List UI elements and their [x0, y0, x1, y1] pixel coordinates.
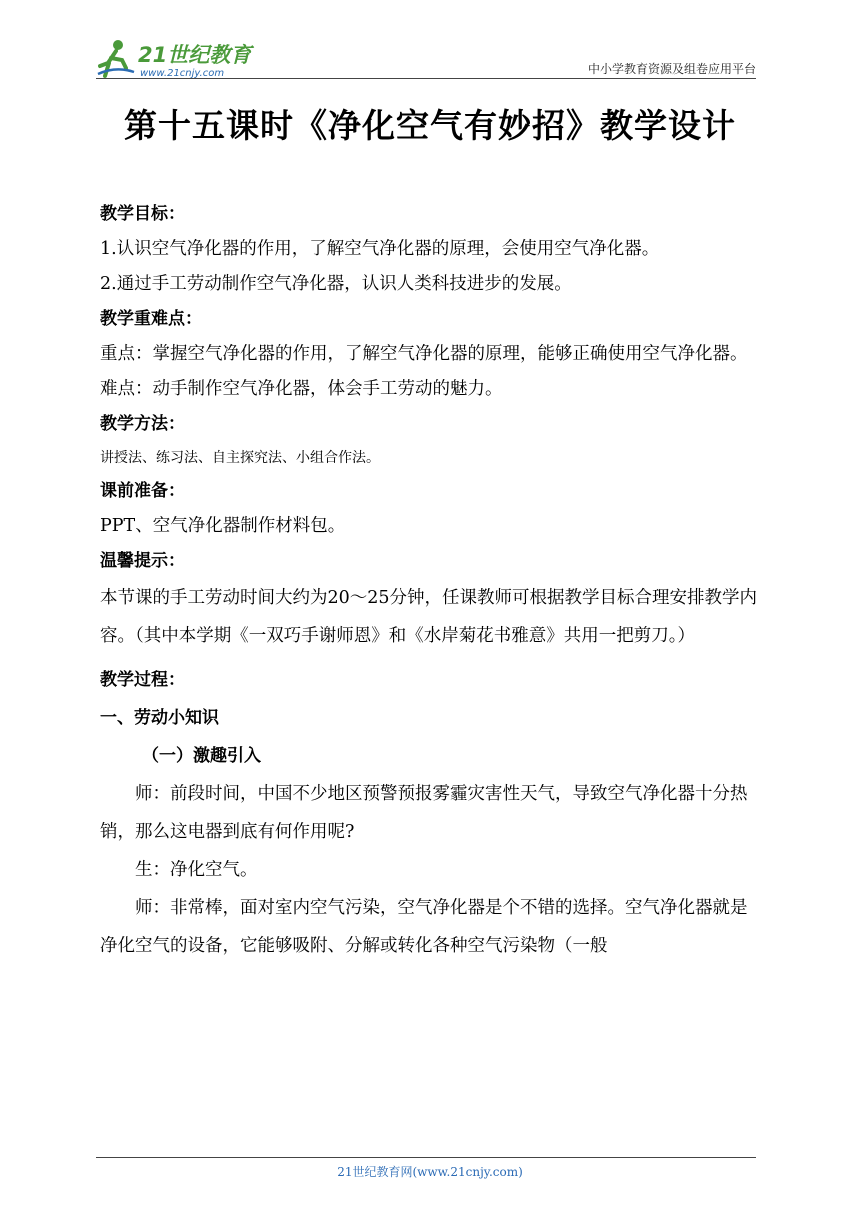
- document-body: [100, 197, 764, 965]
- tip-text: 本节课的手工劳动时间大约为20～25分钟，任课教师可根据教学目标合理安排教学内容。（其中本学期《一双巧手谢师恩》和《水岸菊花书雅意》共用一把剪刀。）: [100, 588, 758, 646]
- runner-icon: [98, 40, 134, 76]
- process-heading: 教学过程：: [100, 670, 185, 690]
- method-text: 讲授法、练习法、自主探究法、小组合作法。: [100, 450, 380, 466]
- goal-2: 2.通过手工劳动制作空气净化器，认识人类科技进步的发展。: [100, 274, 572, 294]
- prep-text: PPT、空气净化器制作材料包。: [100, 516, 346, 536]
- site-logo: [96, 36, 266, 80]
- prep-heading: 课前准备：: [100, 481, 185, 501]
- goals-heading: 教学目标：: [100, 204, 185, 224]
- method-heading: 教学方法：: [100, 414, 185, 434]
- dialog-1: 师：前段时间，中国不少地区预警预报雾霾灾害性天气，导致空气净化器十分热销，那么这电器到底有何作用呢?: [100, 784, 748, 842]
- tip-heading: 温馨提示：: [100, 551, 185, 571]
- page-title: 第十五课时《净化空气有妙招》教学设计: [124, 106, 736, 145]
- key-point: 重点：掌握空气净化器的作用，了解空气净化器的原理，能够正确使用空气净化器。: [100, 344, 748, 364]
- part1-heading: 一、劳动小知识: [100, 708, 219, 728]
- footer-link[interactable]: 21世纪教育网(www.21cnjy.com): [337, 1165, 523, 1179]
- goal-1: 1.认识空气净化器的作用，了解空气净化器的原理，会使用空气净化器。: [100, 239, 660, 259]
- header-platform-text: 中小学教育资源及组卷应用平台: [587, 62, 756, 76]
- footer-divider: [96, 1157, 756, 1158]
- part1-subheading: （一）激趣引入: [142, 746, 261, 766]
- dialog-2: 生：净化空气。: [135, 860, 258, 880]
- logo-sub-text: www.21cnjy.com: [140, 68, 225, 79]
- dialog-3: 师：非常棒，面对室内空气污染，空气净化器是个不错的选择。空气净化器就是净化空气的设备，它能够吸附、分解或转化各种空气污染物（一般: [100, 898, 748, 956]
- header-divider: [96, 78, 756, 79]
- key-heading: 教学重难点：: [100, 309, 202, 329]
- logo-main-text: 21世纪教育: [138, 43, 252, 67]
- difficult-point: 难点：动手制作空气净化器，体会手工劳动的魅力。: [100, 379, 503, 399]
